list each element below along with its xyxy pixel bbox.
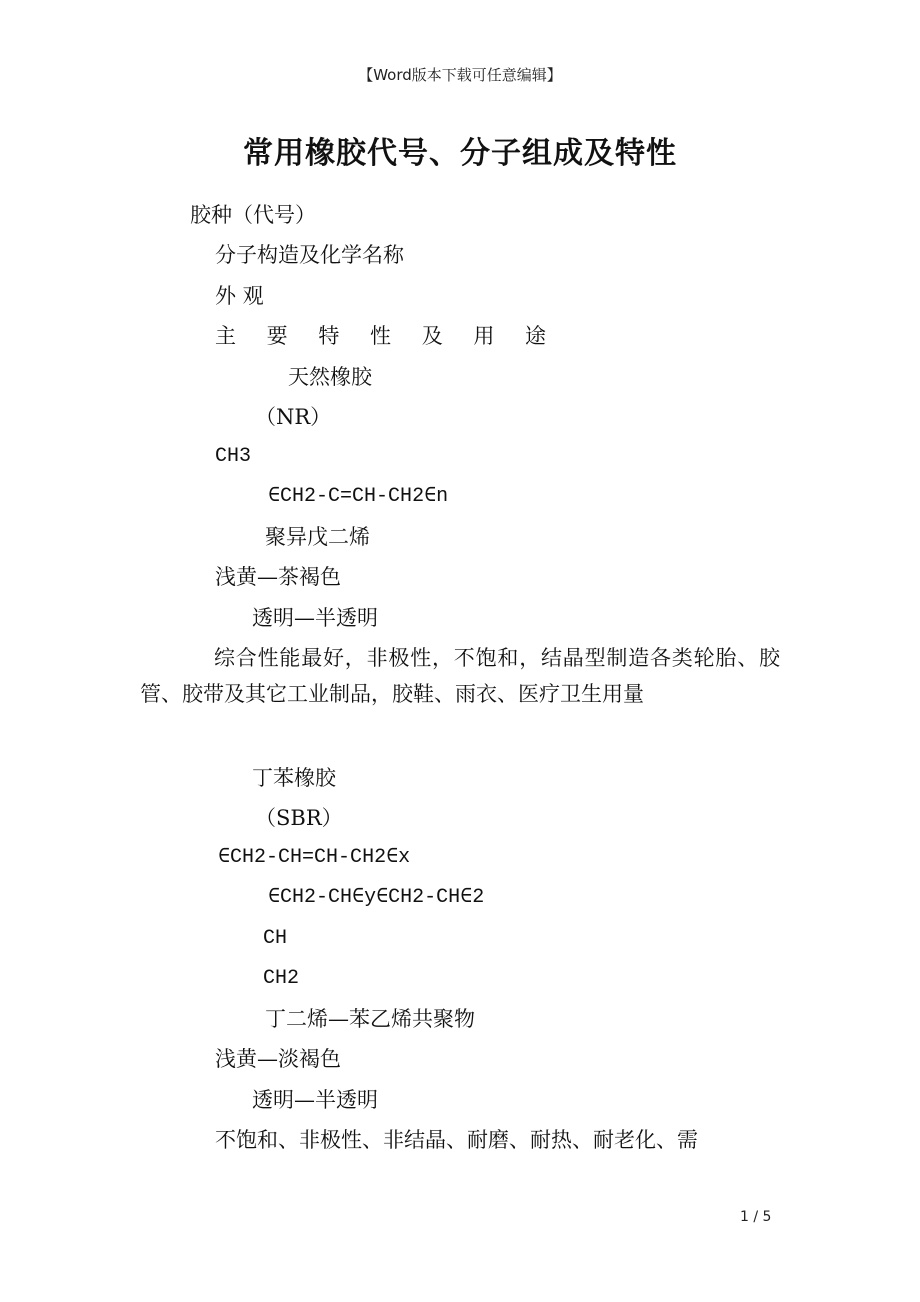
nr-transparency: 透明—半透明 [252, 606, 378, 630]
sbr-code: （SBR） [255, 806, 343, 830]
sbr-name: 丁苯橡胶 [252, 766, 336, 790]
nr-ch3: CH3 [215, 445, 252, 468]
col-header-appearance: 外 观 [215, 284, 264, 308]
nr-chem-name: 聚异戊二烯 [265, 525, 370, 549]
sbr-transparency: 透明—半透明 [252, 1088, 378, 1112]
sbr-formula-y: ∈CH2-CH∈y∈CH2-CH∈2 [268, 886, 485, 909]
page-number: 1 / 5 [740, 1209, 772, 1225]
sbr-ch: CH [263, 927, 288, 950]
nr-formula: ∈CH2-C=CH-CH2∈n [268, 485, 449, 508]
sbr-color: 浅黄—淡褐色 [215, 1047, 341, 1071]
col-header-properties: 主 要 特 性 及 用 途 [215, 324, 559, 348]
sbr-formula-x: ∈CH2-CH=CH-CH2∈x [218, 846, 411, 869]
nr-description: 综合性能最好，非极性，不饱和，结晶型制造各类轮胎、胶管、胶带及其它工业制品，胶鞋、雨衣、医疗卫生用量 [140, 646, 780, 706]
nr-color: 浅黄—茶褐色 [215, 565, 341, 589]
nr-name: 天然橡胶 [288, 365, 372, 389]
col-header-rubber-type: 胶种（代号） [190, 203, 316, 227]
nr-code: （NR） [255, 405, 332, 429]
sbr-chem-name: 丁二烯—苯乙烯共聚物 [265, 1007, 475, 1031]
page-header: 【Word版本下载可任意编辑】 [358, 66, 562, 84]
sbr-ch2: CH2 [263, 967, 300, 990]
col-header-structure: 分子构造及化学名称 [215, 243, 404, 267]
sbr-description: 不饱和、非极性、非结晶、耐磨、耐热、耐老化、需 [215, 1128, 698, 1152]
document-title: 常用橡胶代号、分子组成及特性 [243, 136, 677, 171]
